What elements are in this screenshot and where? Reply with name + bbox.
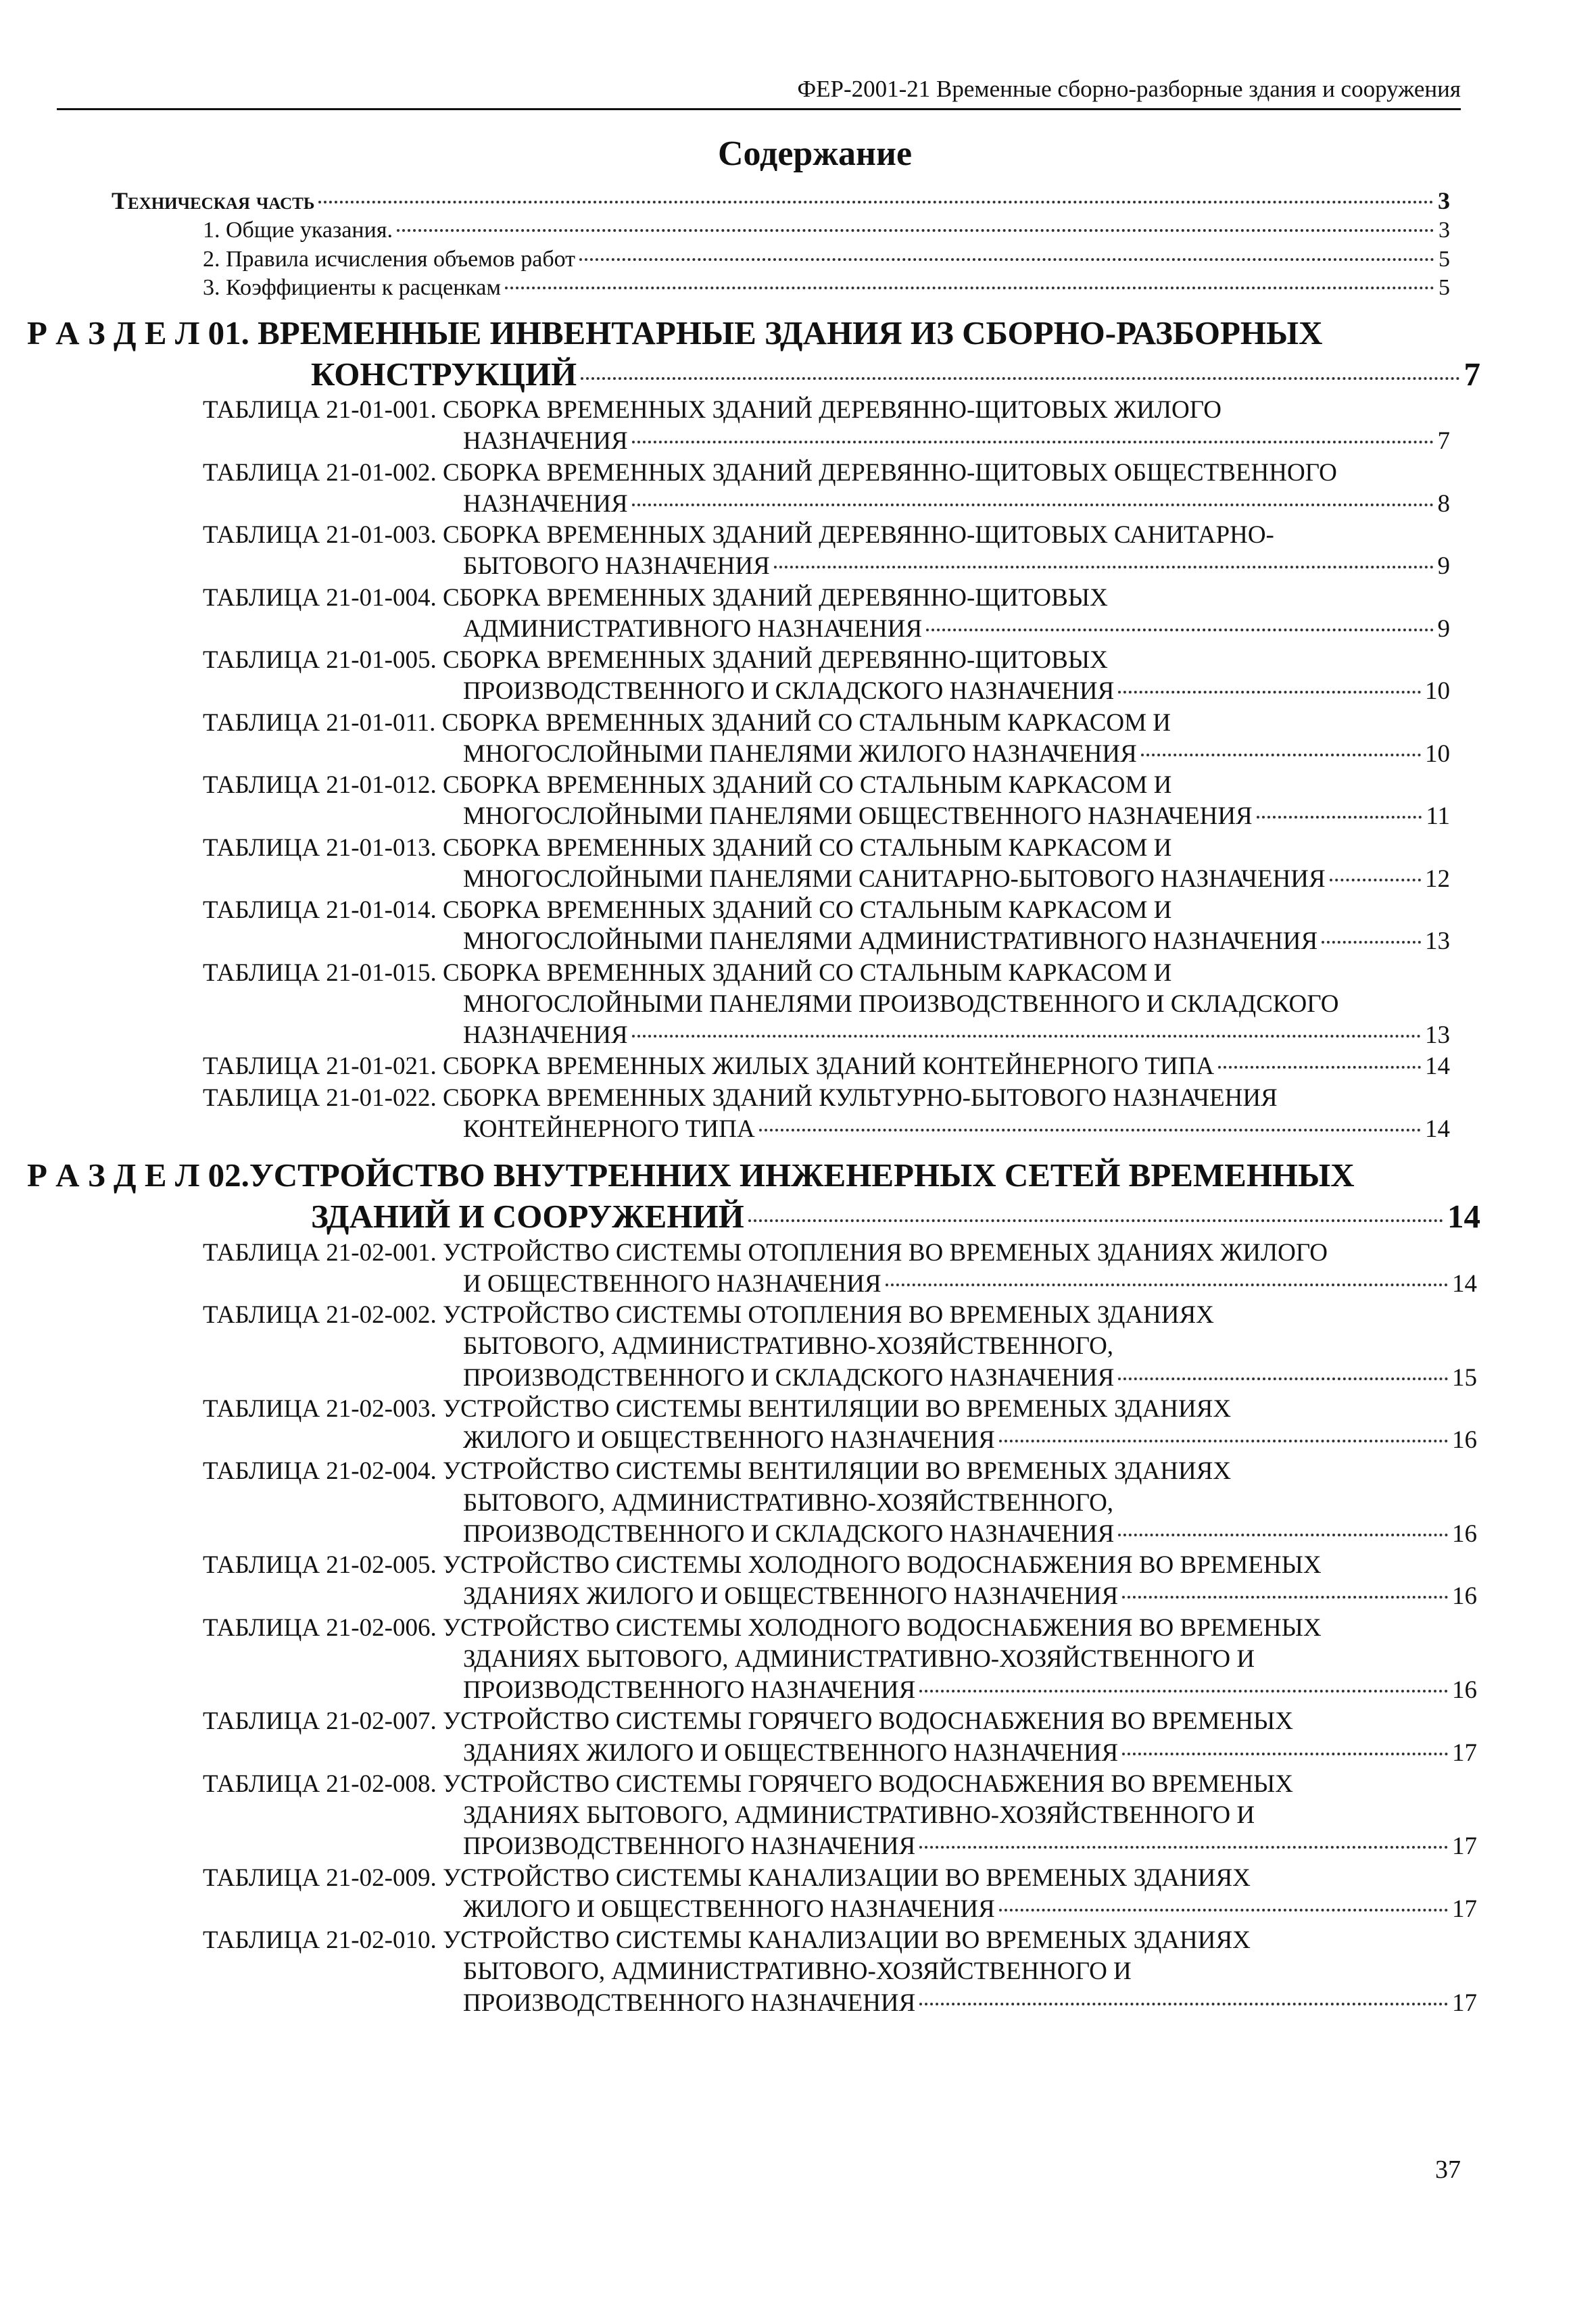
dot-leader: [1141, 754, 1421, 756]
toc-table-entry[interactable]: [203, 395, 1450, 458]
dot-leader: [1257, 816, 1422, 819]
toc-table-line: ТАБЛИЦА 21-01-003. СБОРКА ВРЕМЕННЫХ ЗДАНИЙ ДЕРЕВЯННО-ЩИТОВЫХ САНИТАРНО-: [203, 521, 1274, 549]
toc-technical-item-label: 1. Общие указания.: [203, 218, 393, 243]
toc-table-line: [463, 489, 1450, 520]
toc-table-line: [463, 1894, 1477, 1925]
toc-table-entry[interactable]: [203, 833, 1450, 896]
toc-page-number: 14: [1447, 1198, 1480, 1236]
toc-page-number: 14: [1425, 1115, 1450, 1143]
toc-table-entry[interactable]: [203, 1238, 1477, 1300]
toc-table-line: ТАБЛИЦА 21-02-009. УСТРОЙСТВО СИСТЕМЫ КАНАЛИЗАЦИИ ВО ВРЕМЕНЫХ ЗДАНИЯХ: [203, 1863, 1251, 1892]
toc-section-title-cont: ЗДАНИЙ И СООРУЖЕНИЙ: [311, 1198, 744, 1236]
toc-table-line: [463, 1831, 1477, 1862]
toc-page-number: 5: [1438, 275, 1450, 300]
toc-table-text: МНОГОСЛОЙНЫМИ ПАНЕЛЯМИ ОБЩЕСТВЕННОГО НАЗНАЧЕНИЯ: [463, 802, 1253, 831]
toc-section-title-line: [311, 1196, 1480, 1237]
toc-page-number: 5: [1438, 246, 1450, 272]
toc-table-text: НАЗНАЧЕНИЯ: [463, 1021, 628, 1049]
toc-table-line: ЗДАНИЯХ БЫТОВОГО, АДМИНИСТРАТИВНО-ХОЗЯЙСТВЕННОГО И: [463, 1644, 1255, 1673]
toc-page-number: 11: [1426, 802, 1450, 831]
toc-table-line: ТАБЛИЦА 21-02-003. УСТРОЙСТВО СИСТЕМЫ ВЕНТИЛЯЦИИ ВО ВРЕМЕНЫХ ЗДАНИЯХ: [203, 1394, 1232, 1423]
toc-page-number: 16: [1452, 1676, 1477, 1704]
toc-section-title-line: [311, 354, 1480, 395]
toc-page-number: 7: [1437, 427, 1450, 456]
toc-table-line: ТАБЛИЦА 21-01-001. СБОРКА ВРЕМЕННЫХ ЗДАНИЙ ДЕРЕВЯННО-ЩИТОВЫХ ЖИЛОГО: [203, 396, 1222, 424]
toc-table-line: [463, 614, 1450, 645]
toc-table-line: БЫТОВОГО, АДМИНИСТРАТИВНО-ХОЗЯЙСТВЕННОГО,: [463, 1332, 1114, 1361]
toc-table-text: ЖИЛОГО И ОБЩЕСТВЕННОГО НАЗНАЧЕНИЯ: [463, 1895, 995, 1923]
toc-table-entry[interactable]: [203, 770, 1450, 833]
toc-table-line: ТАБЛИЦА 21-02-006. УСТРОЙСТВО СИСТЕМЫ ХОЛОДНОГО ВОДОСНАБЖЕНИЯ ВО ВРЕМЕНЫХ: [203, 1613, 1322, 1642]
dot-leader: [632, 1035, 1421, 1038]
toc-table-line: БЫТОВОГО, АДМИНИСТРАТИВНО-ХОЗЯЙСТВЕННОГО И: [463, 1957, 1132, 1986]
toc-table-line: ТАБЛИЦА 21-02-001. УСТРОЙСТВО СИСТЕМЫ ОТОПЛЕНИЯ ВО ВРЕМЕНЫХ ЗДАНИЯХ ЖИЛОГО: [203, 1238, 1328, 1267]
toc-table-entry[interactable]: [203, 708, 1450, 771]
toc-technical-part[interactable]: [112, 186, 1450, 216]
toc-table-entry[interactable]: [203, 1769, 1477, 1863]
toc-table-line: [463, 1675, 1477, 1706]
toc-table-line: ТАБЛИЦА 21-01-014. СБОРКА ВРЕМЕННЫХ ЗДАНИЙ СО СТАЛЬНЫМ КАРКАСОМ И: [203, 896, 1172, 924]
page-title: Содержание: [717, 135, 913, 173]
toc-section-title-line: Р А З Д Е Л 01. ВРЕМЕННЫЕ ИНВЕНТАРНЫЕ ЗДАНИЯ ИЗ СБОРНО-РАЗБОРНЫХ: [27, 314, 1323, 351]
dot-leader: [926, 629, 1433, 631]
toc-section-heading[interactable]: [27, 312, 1480, 395]
toc-page-number: 16: [1452, 1519, 1477, 1548]
dot-leader: [1122, 1753, 1448, 1755]
dot-leader: [581, 377, 1459, 380]
toc-table-line: [463, 1269, 1477, 1300]
toc-page-number: 3: [1438, 218, 1450, 243]
toc-table-line: [463, 1425, 1477, 1456]
toc-table-line: ТАБЛИЦА 21-01-005. СБОРКА ВРЕМЕННЫХ ЗДАНИЙ ДЕРЕВЯННО-ЩИТОВЫХ: [203, 646, 1108, 674]
toc-page-number: 16: [1452, 1582, 1477, 1611]
toc-table-entry[interactable]: [203, 1394, 1477, 1457]
toc-table-entry[interactable]: [203, 958, 1450, 1052]
toc-page-number: 10: [1425, 739, 1450, 768]
toc-page-number: 10: [1425, 677, 1450, 706]
toc-technical-item[interactable]: [203, 245, 1450, 274]
toc-table-text: МНОГОСЛОЙНЫМИ ПАНЕЛЯМИ АДМИНИСТРАТИВНОГО НАЗНАЧЕНИЯ: [463, 927, 1318, 956]
toc-table-line: ТАБЛИЦА 21-02-008. УСТРОЙСТВО СИСТЕМЫ ГОРЯЧЕГО ВОДОСНАБЖЕНИЯ ВО ВРЕМЕНЫХ: [203, 1770, 1293, 1798]
toc-page-number: 9: [1437, 552, 1450, 581]
dot-leader: [318, 201, 1434, 203]
toc-table-line: [463, 551, 1450, 582]
toc-technical-item[interactable]: [203, 216, 1450, 245]
toc-table-text: ЗДАНИЯХ ЖИЛОГО И ОБЩЕСТВЕННОГО НАЗНАЧЕНИЯ: [463, 1582, 1119, 1611]
toc-table-entry[interactable]: [203, 1300, 1477, 1394]
toc-table-line: [463, 1363, 1477, 1394]
toc-technical-item-label: 2. Правила исчисления объемов работ: [203, 246, 576, 272]
toc-table-line: [463, 1020, 1450, 1051]
toc-table-line: ТАБЛИЦА 21-02-010. УСТРОЙСТВО СИСТЕМЫ КАНАЛИЗАЦИИ ВО ВРЕМЕНЫХ ЗДАНИЯХ: [203, 1926, 1251, 1954]
toc-table-entry[interactable]: [203, 520, 1450, 583]
dot-leader: [632, 441, 1434, 443]
toc-table-text: МНОГОСЛОЙНЫМИ ПАНЕЛЯМИ ЖИЛОГО НАЗНАЧЕНИЯ: [463, 739, 1137, 768]
dot-leader: [632, 504, 1434, 506]
toc-table-text: АДМИНИСТРАТИВНОГО НАЗНАЧЕНИЯ: [463, 614, 923, 643]
toc-table-line: МНОГОСЛОЙНЫМИ ПАНЕЛЯМИ ПРОИЗВОДСТВЕННОГО И СКЛАДСКОГО: [463, 990, 1339, 1018]
dot-leader: [1122, 1596, 1448, 1599]
toc-table-line: [463, 1988, 1477, 2019]
toc-page-number: 15: [1452, 1363, 1477, 1392]
toc-table-line: [463, 801, 1450, 832]
toc-table-entry[interactable]: [203, 1456, 1477, 1550]
toc-section-title-line: Р А З Д Е Л 02.УСТРОЙСТВО ВНУТРЕННИХ ИНЖЕНЕРНЫХ СЕТЕЙ ВРЕМЕННЫХ: [27, 1156, 1355, 1194]
toc-page-number: 14: [1425, 1052, 1450, 1081]
toc-page-number: 17: [1452, 1895, 1477, 1923]
toc-table-text: И ОБЩЕСТВЕННОГО НАЗНАЧЕНИЯ: [463, 1269, 881, 1298]
toc-table-line: [463, 1114, 1450, 1145]
toc-table-line: ТАБЛИЦА 21-02-007. УСТРОЙСТВО СИСТЕМЫ ГОРЯЧЕГО ВОДОСНАБЖЕНИЯ ВО ВРЕМЕНЫХ: [203, 1707, 1293, 1736]
toc-table-text: ПРОИЗВОДСТВЕННОГО НАЗНАЧЕНИЯ: [463, 1832, 916, 1861]
dot-leader: [1118, 1378, 1448, 1380]
toc-table-entry[interactable]: [203, 583, 1450, 645]
dot-leader: [886, 1284, 1448, 1286]
toc-table-line: ТАБЛИЦА 21-02-002. УСТРОЙСТВО СИСТЕМЫ ОТОПЛЕНИЯ ВО ВРЕМЕНЫХ ЗДАНИЯХ: [203, 1301, 1214, 1329]
toc-table-line: ТАБЛИЦА 21-01-002. СБОРКА ВРЕМЕННЫХ ЗДАНИЙ ДЕРЕВЯННО-ЩИТОВЫХ ОБЩЕСТВЕННОГО: [203, 458, 1337, 487]
dot-leader: [1330, 879, 1421, 881]
toc-technical-item-label: 3. Коэффициенты к расценкам: [203, 275, 502, 300]
dot-leader: [759, 1129, 1421, 1131]
toc-page-number: 16: [1452, 1426, 1477, 1454]
dot-leader: [1118, 691, 1421, 693]
toc-page-number: 17: [1452, 1738, 1477, 1767]
toc-table-text: ТАБЛИЦА 21-01-021. СБОРКА ВРЕМЕННЫХ ЖИЛЫХ ЗДАНИЙ КОНТЕЙНЕРНОГО ТИПА: [203, 1052, 1215, 1081]
toc-table-line: ТАБЛИЦА 21-01-012. СБОРКА ВРЕМЕННЫХ ЗДАНИЙ СО СТАЛЬНЫМ КАРКАСОМ И: [203, 771, 1172, 799]
toc-page-number: 8: [1437, 489, 1450, 518]
toc-page-number: 7: [1464, 355, 1480, 393]
toc-technical-part-label: Техническая часть: [112, 187, 315, 214]
page-number: 37: [1435, 2155, 1461, 2184]
dot-leader: [919, 2003, 1448, 2005]
toc-table-line: БЫТОВОГО, АДМИНИСТРАТИВНО-ХОЗЯЙСТВЕННОГО,: [463, 1488, 1114, 1517]
toc-table-line: [463, 1738, 1477, 1769]
dot-leader: [579, 258, 1434, 261]
toc-table-line: ТАБЛИЦА 21-01-011. СБОРКА ВРЕМЕННЫХ ЗДАНИЙ СО СТАЛЬНЫМ КАРКАСОМ И: [203, 708, 1171, 737]
toc-table-text: НАЗНАЧЕНИЯ: [463, 427, 628, 456]
toc-table-line: [463, 426, 1450, 457]
toc-table-line: [463, 739, 1450, 770]
toc-table-entry[interactable]: [203, 1613, 1477, 1707]
toc-table-line: [463, 864, 1450, 895]
toc-table-entry[interactable]: [203, 1550, 1477, 1613]
dot-leader: [919, 1690, 1448, 1692]
toc-table-text: ПРОИЗВОДСТВЕННОГО И СКЛАДСКОГО НАЗНАЧЕНИЯ: [463, 677, 1115, 706]
toc-table-text: ПРОИЗВОДСТВЕННОГО НАЗНАЧЕНИЯ: [463, 1676, 916, 1704]
toc-table-entry[interactable]: [203, 1051, 1450, 1082]
toc-table-text: ПРОИЗВОДСТВЕННОГО НАЗНАЧЕНИЯ: [463, 1989, 916, 2017]
table-of-contents: [0, 186, 1596, 2019]
toc-table-text: ЗДАНИЯХ ЖИЛОГО И ОБЩЕСТВЕННОГО НАЗНАЧЕНИЯ: [463, 1738, 1119, 1767]
dot-leader: [999, 1909, 1448, 1911]
dot-leader: [1218, 1066, 1421, 1069]
toc-page-number: 13: [1425, 1021, 1450, 1049]
toc-page-number: 3: [1438, 187, 1450, 214]
toc-table-line: ТАБЛИЦА 21-02-004. УСТРОЙСТВО СИСТЕМЫ ВЕНТИЛЯЦИИ ВО ВРЕМЕНЫХ ЗДАНИЯХ: [203, 1457, 1232, 1486]
toc-table-line: [463, 1581, 1477, 1612]
toc-table-line: ТАБЛИЦА 21-02-005. УСТРОЙСТВО СИСТЕМЫ ХОЛОДНОГО ВОДОСНАБЖЕНИЯ ВО ВРЕМЕНЫХ: [203, 1551, 1322, 1579]
dot-leader: [919, 1846, 1448, 1849]
dot-leader: [999, 1440, 1448, 1442]
toc-table-text: БЫТОВОГО НАЗНАЧЕНИЯ: [463, 552, 770, 581]
dot-leader: [1322, 941, 1421, 944]
toc-page-number: 13: [1425, 927, 1450, 956]
dot-leader: [397, 229, 1434, 232]
dot-leader: [1118, 1534, 1448, 1536]
toc-table-text: ПРОИЗВОДСТВЕННОГО И СКЛАДСКОГО НАЗНАЧЕНИЯ: [463, 1519, 1115, 1548]
toc-table-line: [463, 926, 1450, 957]
dot-leader: [505, 287, 1434, 289]
toc-table-line: [463, 1519, 1477, 1550]
toc-table-line: [203, 1051, 1450, 1082]
toc-section-heading[interactable]: [27, 1154, 1480, 1238]
toc-page-number: 14: [1452, 1269, 1477, 1298]
toc-table-entry[interactable]: [203, 1706, 1477, 1769]
toc-page-number: 9: [1437, 614, 1450, 643]
toc-page-number: 17: [1452, 1989, 1477, 2017]
toc-table-line: ТАБЛИЦА 21-01-013. СБОРКА ВРЕМЕННЫХ ЗДАНИЙ СО СТАЛЬНЫМ КАРКАСОМ И: [203, 833, 1172, 862]
toc-page-number: 12: [1425, 864, 1450, 893]
dot-leader: [748, 1219, 1443, 1222]
toc-section-block: [0, 1154, 1596, 2019]
running-header: ФЕР-2001-21 Временные сборно-разборные здания и сооружения: [57, 76, 1461, 110]
toc-table-entry[interactable]: [203, 645, 1450, 708]
toc-table-entry[interactable]: [203, 1863, 1477, 1926]
toc-technical-item[interactable]: [203, 274, 1450, 303]
toc-table-entry[interactable]: [203, 458, 1450, 520]
toc-table-text: МНОГОСЛОЙНЫМИ ПАНЕЛЯМИ САНИТАРНО-БЫТОВОГО НАЗНАЧЕНИЯ: [463, 864, 1326, 893]
toc-table-entry[interactable]: [203, 895, 1450, 958]
toc-table-line: ТАБЛИЦА 21-01-022. СБОРКА ВРЕМЕННЫХ ЗДАНИЙ КУЛЬТУРНО-БЫТОВОГО НАЗНАЧЕНИЯ: [203, 1083, 1278, 1112]
toc-table-text: ЖИЛОГО И ОБЩЕСТВЕННОГО НАЗНАЧЕНИЯ: [463, 1426, 995, 1454]
dot-leader: [774, 566, 1434, 568]
toc-table-entry[interactable]: [203, 1083, 1450, 1146]
toc-table-line: ЗДАНИЯХ БЫТОВОГО, АДМИНИСТРАТИВНО-ХОЗЯЙСТВЕННОГО И: [463, 1801, 1255, 1829]
toc-page-number: 17: [1452, 1832, 1477, 1861]
toc-table-line: ТАБЛИЦА 21-01-015. СБОРКА ВРЕМЕННЫХ ЗДАНИЙ СО СТАЛЬНЫМ КАРКАСОМ И: [203, 958, 1172, 987]
toc-table-line: [463, 676, 1450, 707]
toc-table-line: ТАБЛИЦА 21-01-004. СБОРКА ВРЕМЕННЫХ ЗДАНИЙ ДЕРЕВЯННО-ЩИТОВЫХ: [203, 583, 1108, 612]
toc-table-text: КОНТЕЙНЕРНОГО ТИПА: [463, 1115, 755, 1143]
toc-section-block: [0, 312, 1596, 1146]
toc-section-title-cont: КОНСТРУКЦИЙ: [311, 355, 577, 393]
toc-table-entry[interactable]: [203, 1925, 1477, 2019]
toc-table-text: НАЗНАЧЕНИЯ: [463, 489, 628, 518]
toc-table-text: ПРОИЗВОДСТВЕННОГО И СКЛАДСКОГО НАЗНАЧЕНИЯ: [463, 1363, 1115, 1392]
